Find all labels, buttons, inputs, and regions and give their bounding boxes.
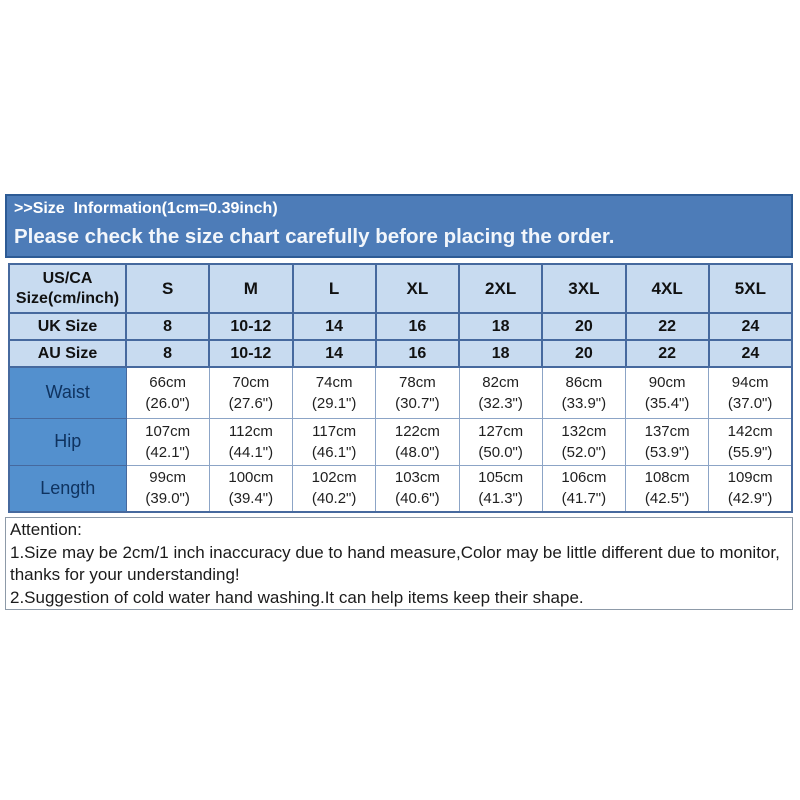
size-header-s: S: [126, 264, 209, 313]
waist-value: 90cm (35.4"): [626, 367, 709, 418]
uk-size-value: 14: [293, 313, 376, 340]
waist-value: 70cm (27.6"): [209, 367, 292, 418]
banner-title: >>Size Information(1cm=0.39inch): [14, 200, 278, 217]
uk-size-value: 18: [459, 313, 542, 340]
size-header-xl: XL: [376, 264, 459, 313]
table-row: [9, 313, 792, 340]
length-value: 100cm (39.4"): [209, 465, 292, 512]
size-header-l: L: [293, 264, 376, 313]
au-size-label: AU Size: [9, 340, 126, 367]
hip-value: 112cm (44.1"): [209, 418, 292, 465]
table-row: [9, 465, 792, 512]
attention-title: Attention:: [10, 520, 82, 539]
header-label-line2: Size(cm/inch): [15, 289, 120, 307]
au-size-value: 24: [709, 340, 792, 367]
size-info-banner: [5, 194, 793, 258]
waist-value: 94cm (37.0"): [709, 367, 792, 418]
uk-size-value: 8: [126, 313, 209, 340]
header-label-cell: [9, 264, 126, 313]
waist-value: 66cm (26.0"): [126, 367, 209, 418]
size-chart-table: [8, 263, 793, 513]
waist-value: 82cm (32.3"): [459, 367, 542, 418]
waist-label: Waist: [9, 367, 126, 418]
length-value: 109cm (42.9"): [709, 465, 792, 512]
length-value: 102cm (40.2"): [293, 465, 376, 512]
attention-line3: 2.Suggestion of cold water hand washing.It can help items keep their shape.: [10, 587, 584, 607]
table-row: [9, 418, 792, 465]
size-header-3xl: 3XL: [542, 264, 625, 313]
attention-line2: thanks for your understanding!: [10, 565, 240, 584]
waist-value: 74cm (29.1"): [293, 367, 376, 418]
attention-line1: 1.Size may be 2cm/1 inch inaccuracy due to hand measure,Color may be little different due to monitor,: [10, 542, 780, 562]
hip-value: 107cm (42.1"): [126, 418, 209, 465]
au-size-value: 22: [626, 340, 709, 367]
waist-value: 78cm (30.7"): [376, 367, 459, 418]
waist-value: 86cm (33.9"): [542, 367, 625, 418]
au-size-value: 16: [376, 340, 459, 367]
attention-note: [5, 517, 793, 610]
size-header-2xl: 2XL: [459, 264, 542, 313]
uk-size-value: 16: [376, 313, 459, 340]
au-size-value: 8: [126, 340, 209, 367]
banner-subtitle: Please check the size chart carefully before placing the order.: [14, 225, 615, 248]
uk-size-label: UK Size: [9, 313, 126, 340]
length-label: Length: [9, 465, 126, 512]
size-header-5xl: 5XL: [709, 264, 792, 313]
au-size-value: 18: [459, 340, 542, 367]
au-size-value: 10-12: [209, 340, 292, 367]
uk-size-value: 22: [626, 313, 709, 340]
header-label-line1: US/CA: [42, 269, 93, 287]
hip-value: 122cm (48.0"): [376, 418, 459, 465]
length-value: 108cm (42.5"): [626, 465, 709, 512]
hip-value: 127cm (50.0"): [459, 418, 542, 465]
hip-value: 117cm (46.1"): [293, 418, 376, 465]
length-value: 105cm (41.3"): [459, 465, 542, 512]
hip-label: Hip: [9, 418, 126, 465]
hip-value: 137cm (53.9"): [626, 418, 709, 465]
length-value: 103cm (40.6"): [376, 465, 459, 512]
au-size-value: 14: [293, 340, 376, 367]
length-value: 99cm (39.0"): [126, 465, 209, 512]
size-header-4xl: 4XL: [626, 264, 709, 313]
uk-size-value: 24: [709, 313, 792, 340]
au-size-value: 20: [542, 340, 625, 367]
uk-size-value: 20: [542, 313, 625, 340]
uk-size-value: 10-12: [209, 313, 292, 340]
size-header-m: M: [209, 264, 292, 313]
hip-value: 132cm (52.0"): [542, 418, 625, 465]
length-value: 106cm (41.7"): [542, 465, 625, 512]
hip-value: 142cm (55.9"): [709, 418, 792, 465]
table-row: [9, 367, 792, 418]
table-row: [9, 340, 792, 367]
table-row: [9, 264, 792, 313]
